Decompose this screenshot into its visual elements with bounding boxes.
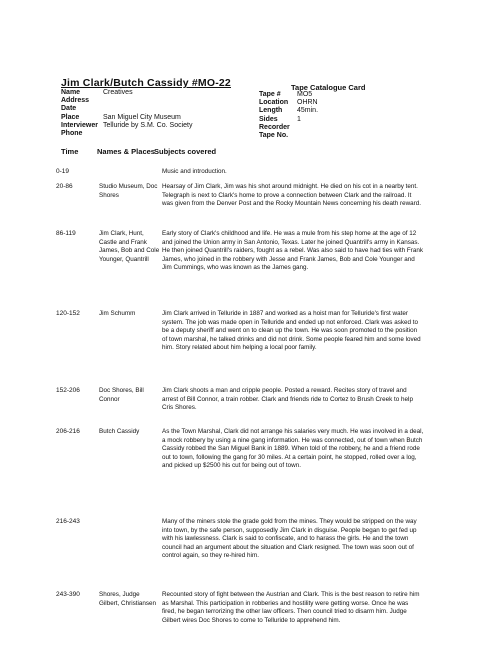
catalog-heading: Tape Catalogue Card (291, 83, 366, 92)
entry-names: Jim Clark, Hunt, Castle and Frank James, Bob and Cole Younger, Quantrill (99, 230, 160, 263)
entry-time: 120-152 (56, 310, 80, 317)
meta-label: Address (61, 97, 90, 105)
meta-row (61, 105, 261, 113)
meta-label: Interviewer (61, 121, 98, 129)
entry-time: 206-216 (56, 428, 80, 435)
meta-label: Recorder (259, 123, 290, 131)
entry-subject: As the Town Marshal, Clark did not arrange his salaries very much. He was involved in a deal, a mock robbery by using a nine gang information. He was connected, out of town when Butch Cassidy robbed the San Miguel Bank in 1889. When told of the robbery, he and a friend rode out to town, following the gang for 30 miles. At a certain point, he stopped, rolled over a log, and picked up $2500 his cut for being out of town. (162, 428, 424, 469)
meta-label: Place (61, 113, 80, 121)
entry-time: 20-86 (56, 183, 73, 190)
meta-row (61, 122, 261, 130)
entry-names: Shores, Judge Gilbert, Christiansen (99, 591, 157, 607)
entry-names: Studio Museum, Doc Shores (99, 183, 158, 199)
entry-subject: Jim Clark arrived in Telluride in 1887 and worked as a hoist man for Telluride's first water system. The job was made open in Telluride and ended up not enforced. Clark was asked to be a deputy sheriff and went on to clean up the town. He was soon promoted to the position of town marshal, he talked drinks and did not drink. Some people feared him and some loved him. Story related about him helping a local poor family. (162, 310, 421, 351)
meta-row (259, 91, 379, 99)
meta-value: 45min. (297, 107, 319, 115)
entry-subject: Recounted story of fight between the Austrian and Clark. This is the best reason to retire him as Marshal. This participation in robberies and hostility were getting worse. Once he was fired, he began terrorizing the other law officers. Then council tried to disarm him. Judge Gilbert wires Doc Shores to come to Telluride to apprehend him. (162, 591, 420, 624)
column-header-names: Names & Places (97, 147, 155, 156)
entry-time: 243-390 (56, 591, 80, 598)
meta-label: Tape No. (259, 131, 289, 139)
meta-row (259, 132, 379, 140)
card-title: Jim Clark/Butch Cassidy #MO-22 (61, 77, 231, 89)
entry-subject: Early story of Clark's childhood and life. He was a mule from his step home at the age of 12 and joined the Union army in San Antonio, Texas. Later he joined Quantrill's army in Kansas. He then joined Quantrill's raiders, fought as a rebel. Was also said to have had ties with Frank James, who joined in the robbery with Jesse and Frank James, Bob and Cole Younger and Jim Cummings, who was known as the James gang. (162, 230, 424, 271)
meta-left-block (61, 89, 261, 138)
entry-subject: Many of the miners stole the grade gold from the mines. They would be stripped on the way into town, by the safe person, supposedly Jim Clark in disguise. People began to get fed up with his lawlessness. Clark is said to confiscate, and to harass the girls. He and the town council had an argument about the situation and Clark resigned. The town was soon out of control again, so they re-hired him. (162, 518, 417, 559)
entry-names: Jim Schumm (99, 310, 136, 317)
entry-subject: Hearsay of Jim Clark, Jim was his shot around midnight. He died on his cot in a nearby tent. Telegraph is next to Clark's home to prove a connection between Clark and the railroad. It was given from the Denver Post and the Rocky Mountain News concerning his death reward. (162, 183, 422, 207)
meta-value: Creatives (103, 89, 133, 96)
meta-label: Tape # (259, 91, 281, 98)
meta-label: Length (259, 107, 283, 115)
entry-subject: Music and introduction. (162, 168, 227, 175)
meta-value: 1 (297, 115, 301, 123)
meta-row (61, 89, 261, 97)
meta-label: Phone (61, 129, 83, 137)
entry-names: Doc Shores, Bill Connor (99, 387, 144, 403)
entry-names: Butch Cassidy (99, 428, 140, 435)
entry-time: 0-19 (56, 168, 70, 175)
meta-row (259, 107, 379, 115)
entry-time: 216-243 (56, 518, 80, 525)
meta-right-block (259, 91, 379, 140)
entry-subject: Jim Clark shoots a man and cripple people. Posted a reward. Recites story of travel and arrest of Bill Connor, a train robber. Clark and friends ride to Cortez to Brush Creek to help Cris Shores. (162, 387, 413, 411)
meta-value: Telluride by S.M. Co. Society (103, 121, 193, 129)
meta-row (259, 99, 379, 107)
meta-row (259, 116, 379, 124)
meta-label: Sides (259, 115, 278, 123)
meta-label: Location (259, 99, 289, 107)
entry-time: 152-206 (56, 387, 80, 394)
entry-time: 86-119 (56, 230, 76, 237)
meta-value: San Miguel City Museum (103, 113, 181, 121)
column-header-subjects: Subjects covered (154, 147, 217, 156)
meta-label: Date (61, 105, 77, 113)
column-header-time: Time (61, 147, 79, 156)
meta-label: Name (61, 89, 81, 96)
meta-row (61, 130, 261, 138)
meta-row (61, 97, 261, 105)
meta-value: MO5 (297, 91, 313, 98)
meta-row (259, 124, 379, 132)
meta-value: OHRN (297, 99, 318, 107)
meta-row (61, 114, 261, 122)
